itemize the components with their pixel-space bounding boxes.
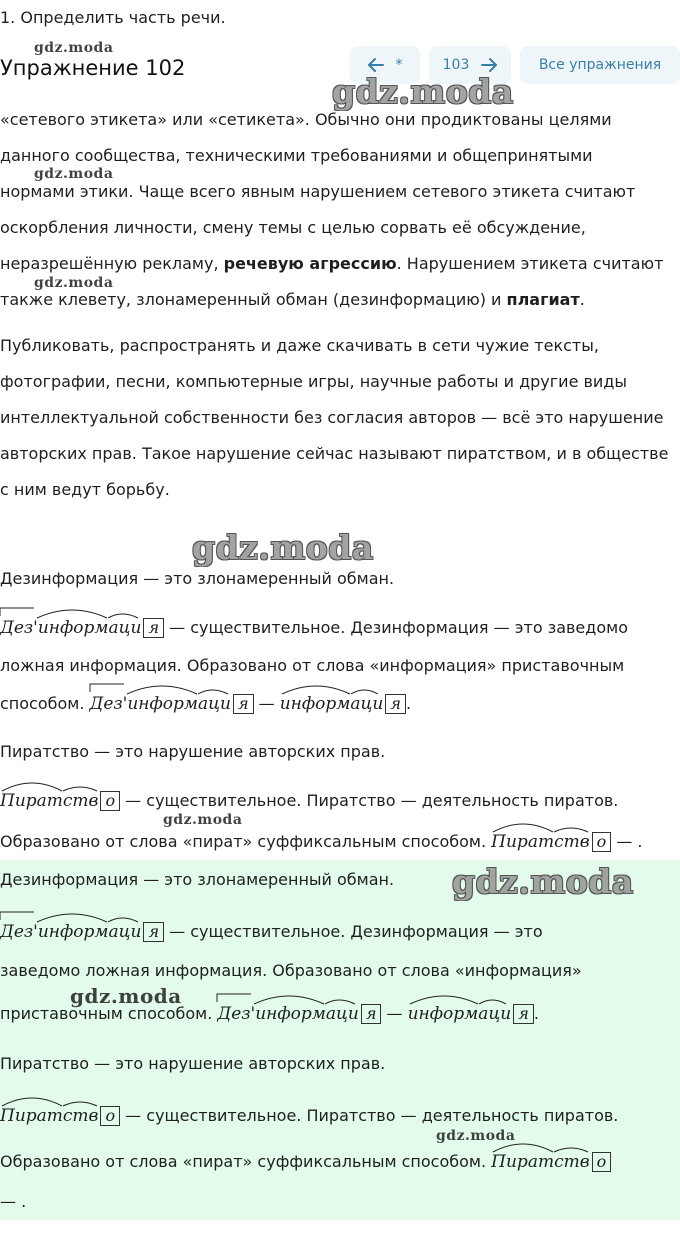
watermark: gdz.moda xyxy=(34,40,114,56)
text-line: фотографии, песни, компьютерные игры, научные работы и другие виды xyxy=(0,372,628,391)
morpheme-word: Пиратств xyxy=(0,1106,98,1126)
answer-line: Дезинформация — это злонамеренный обман. xyxy=(0,870,395,889)
morpheme-marks xyxy=(217,992,357,1006)
watermark: gdz.moda xyxy=(163,812,243,828)
morpheme-word: Дез'информаци xyxy=(0,618,141,638)
task-instruction: 1. Определить часть речи. xyxy=(0,8,226,27)
page-title: Упражнение 102 xyxy=(0,56,186,80)
watermark: gdz.moda xyxy=(70,984,182,1008)
text-line: неразрешённую рекламу, речевую агрессию. Нарушением этикета считают xyxy=(0,254,664,273)
watermark: gdz.moda xyxy=(34,275,114,291)
watermark: gdz.moda xyxy=(436,1128,516,1144)
next-exercise-label: 103 xyxy=(442,57,470,73)
text-line: авторских прав. Такое нарушение сейчас называют пиратством, и в обществе xyxy=(0,444,669,463)
ending-box: о xyxy=(592,1152,612,1172)
text-line: интеллектуальной собственности без согласия авторов — всё это нарушение xyxy=(0,408,664,427)
morpheme-word: Пиратств xyxy=(0,791,98,811)
morpheme-marks xyxy=(0,1094,100,1108)
watermark: gdz.moda xyxy=(192,528,374,567)
ending-box: я xyxy=(233,694,254,714)
exercise-text xyxy=(0,328,680,508)
answer-line: Пиратств о — существительное. Пиратство — деятельность пиратов. xyxy=(0,791,618,811)
text-line: также клевету, злонамеренный обман (дезинформацию) и плагиат. xyxy=(0,290,585,309)
morpheme-word: Пиратств xyxy=(491,1152,589,1172)
answer-line: Пиратство — это нарушение авторских прав. xyxy=(0,742,386,761)
morpheme-marks xyxy=(280,682,380,696)
all-exercises-button[interactable]: Все упражнения xyxy=(520,46,680,84)
answer-line: Пиратств о — существительное. Пиратство — деятельность пиратов. xyxy=(0,1106,618,1126)
answer-line: Образовано от слова «пират» суффиксальным способом. Пиратств о xyxy=(0,1152,611,1172)
answer-line: Дезинформация — это злонамеренный обман. xyxy=(0,569,395,588)
ending-box: я xyxy=(513,1004,534,1024)
ending-box: о xyxy=(100,791,120,811)
arrow-right-icon xyxy=(481,58,497,72)
watermark: gdz.moda xyxy=(452,862,634,901)
answer-line: ложная информация. Образовано от слова «информация» приставочным xyxy=(0,656,625,675)
text-line: нормами этики. Чаще всего явным нарушением сетевого этикета считают xyxy=(0,182,636,201)
morpheme-marks xyxy=(0,606,140,620)
text-line: с ним ведут борьбу. xyxy=(0,480,170,499)
morpheme-marks xyxy=(491,1140,591,1154)
ending-box: о xyxy=(592,832,612,852)
morpheme-marks xyxy=(408,992,508,1006)
text-line: данного сообщества, техническими требованиями и общепринятыми xyxy=(0,146,593,165)
morpheme-word: информаци xyxy=(408,1004,512,1024)
answer-line: — . xyxy=(0,1192,27,1211)
morpheme-word: Дез'информаци xyxy=(90,694,231,714)
morpheme-marks xyxy=(0,779,100,793)
answer-line: способом. Дез'информаци я — информаци я . xyxy=(0,694,411,714)
morpheme-marks xyxy=(491,820,591,834)
answer-line: Образовано от слова «пират» суффиксальным способом. Пиратств о — . xyxy=(0,832,643,852)
morpheme-word: Дез'информаци xyxy=(217,1004,358,1024)
text-line: Публиковать, распространять и даже скачивать в сети чужие тексты, xyxy=(0,336,599,355)
ending-box: я xyxy=(361,1004,382,1024)
morpheme-word: Дез'информаци xyxy=(0,922,141,942)
text-line: оскорбления личности, смену темы с целью сорвать её обсуждение, xyxy=(0,218,586,237)
answer-line: Пиратство — это нарушение авторских прав. xyxy=(0,1054,386,1073)
watermark: gdz.moda xyxy=(332,72,514,111)
answer-line: заведомо ложная информация. Образовано от слова «информация» xyxy=(0,961,582,980)
morpheme-marks xyxy=(0,910,140,924)
ending-box: я xyxy=(143,618,164,638)
ending-box: о xyxy=(100,1106,120,1126)
answer-line: Дез'информаци я — существительное. Дезинформация — это xyxy=(0,922,543,942)
answer-line: Дез'информаци я — существительное. Дезинформация — это заведомо xyxy=(0,618,628,638)
morpheme-word: Пиратств xyxy=(491,832,589,852)
watermark: gdz.moda xyxy=(34,166,114,182)
ending-box: я xyxy=(385,694,406,714)
prev-exercise-label: * xyxy=(395,57,403,73)
arrow-left-icon xyxy=(368,58,384,72)
highlighted-term: речевую агрессию xyxy=(223,254,397,273)
highlighted-term: плагиат xyxy=(506,290,580,309)
morpheme-word: информаци xyxy=(280,694,384,714)
text-line: «сетевого этикета» или «сетикета». Обычно они продиктованы целями xyxy=(0,110,612,129)
ending-box: я xyxy=(143,922,164,942)
answer-line: приставочным способом. Дез'информаци я — информаци я . xyxy=(0,1004,539,1024)
morpheme-marks xyxy=(90,682,230,696)
